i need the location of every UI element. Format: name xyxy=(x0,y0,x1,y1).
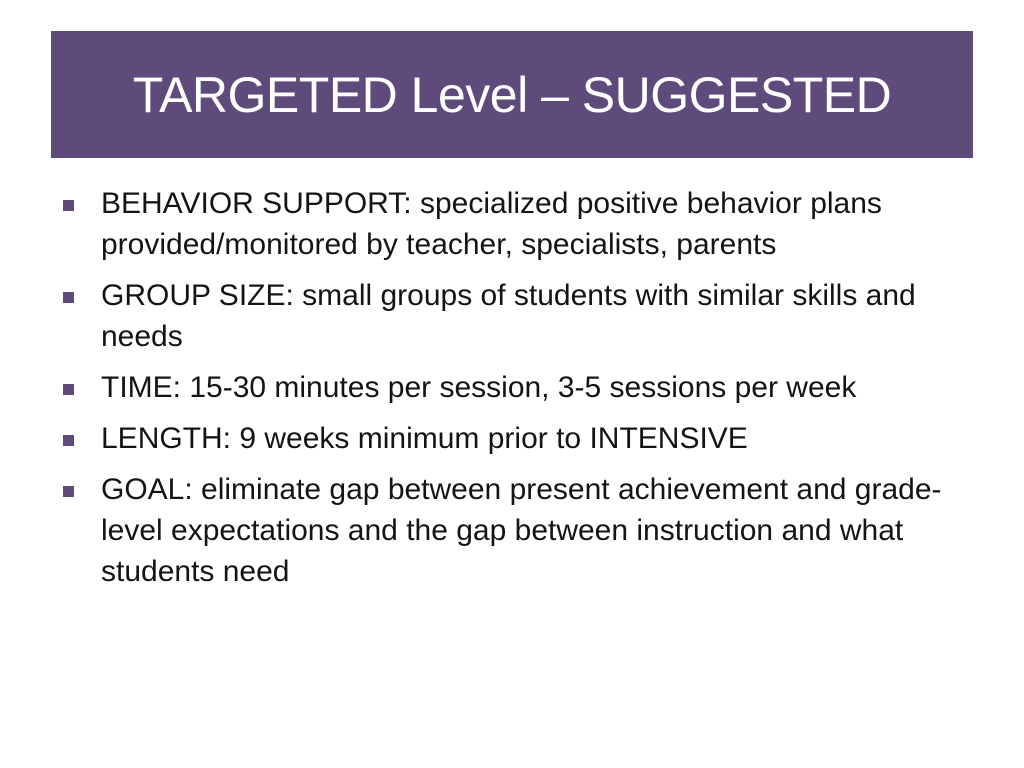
bullet-text: BEHAVIOR SUPPORT: specialized positive behavior plans provided/monitored by teacher, specialists, parents xyxy=(101,187,882,261)
title-bar xyxy=(51,31,973,158)
slide-title: TARGETED Level – SUGGESTED xyxy=(132,66,892,123)
bullet-list xyxy=(58,183,968,602)
bullet-item-behavior-support xyxy=(58,183,968,265)
square-bullet-icon xyxy=(63,292,74,303)
bullet-text: TIME: 15-30 minutes per session, 3-5 sessions per week xyxy=(101,371,857,404)
square-bullet-icon xyxy=(63,384,74,395)
bullet-text: LENGTH: 9 weeks minimum prior to INTENSIVE xyxy=(101,422,748,455)
square-bullet-icon xyxy=(63,435,74,446)
bullet-text: GROUP SIZE: small groups of students with similar skills and needs xyxy=(101,279,916,353)
bullet-item-goal xyxy=(58,469,968,592)
bullet-item-group-size xyxy=(58,275,968,357)
square-bullet-icon xyxy=(63,200,74,211)
bullet-item-time xyxy=(58,367,968,408)
square-bullet-icon xyxy=(63,486,74,497)
bullet-text: GOAL: eliminate gap between present achievement and grade-level expectations and the gap between instruction and what students need xyxy=(101,473,942,588)
bullet-item-length xyxy=(58,418,968,459)
